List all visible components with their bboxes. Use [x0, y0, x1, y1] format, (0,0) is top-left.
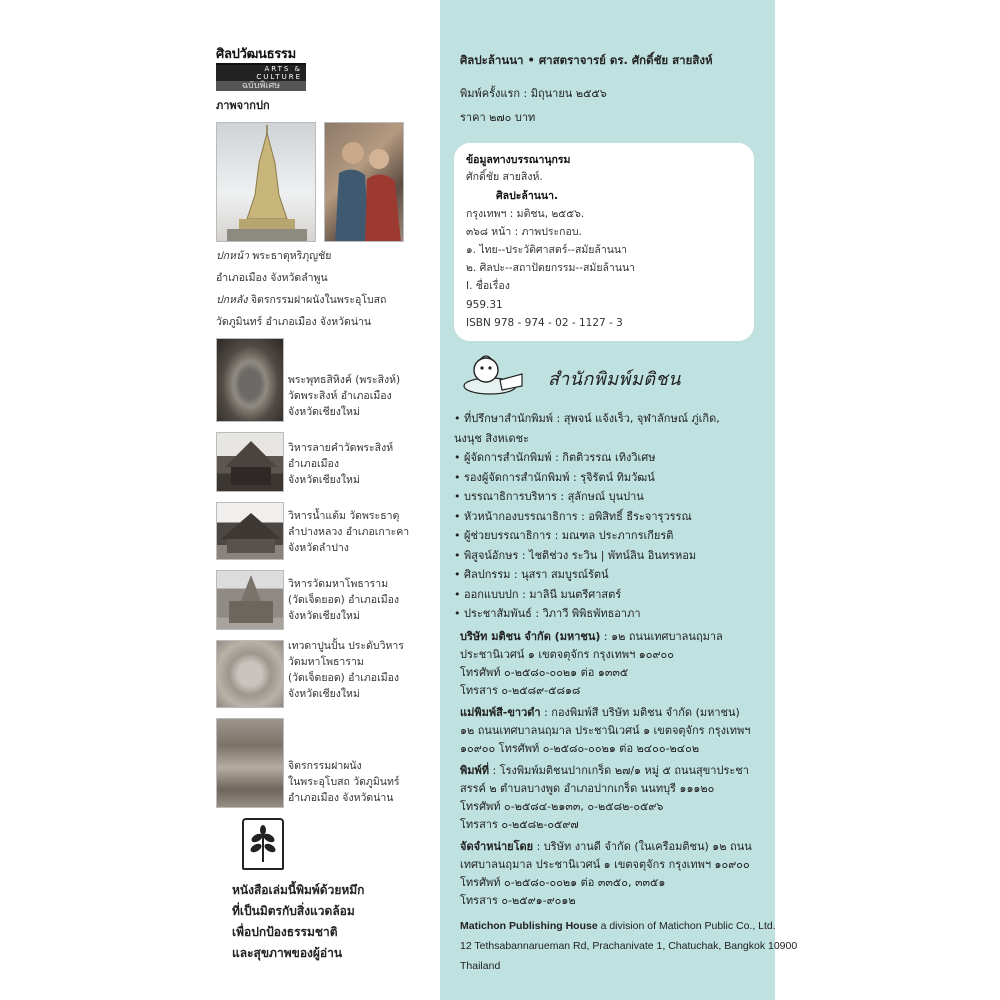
publisher-logo: [460, 352, 760, 400]
staff-item: • พิสูจน์อักษร : ไชติช่วง ระวิน | พัทน์ลิน อินทรหอม: [454, 548, 697, 562]
printer-address: พิมพ์ที่ : โรงพิมพ์มติชนปากเกร็ด ๒๗/๑ หมู่ ๕ ถนนสุขาประชา สรรค์ ๒ ตำบลบางพูด อำเภอปากเกร็ด นนทบุรี ๑๑๑๒๐ โทรศัพท์ ๐-๒๕๘๔-๒๑๓๓, ๐-๒๕๘๒-๐๕๙๖ โทรสาร ๐-๒๕๘๒-๐๕๙๗: [460, 764, 749, 831]
photo-nam-taem: [216, 502, 284, 560]
photo-caption-2: วิหารลายคำวัดพระสิงห์ อำเภอเมือง จังหวัดเชียงใหม่: [288, 442, 394, 486]
staff-item: นงนุช สิงหเดชะ: [454, 431, 529, 445]
staff-item: • ที่ปรึกษาสำนักพิมพ์ : สุพจน์ แจ้งเร็ว, จุฬาลักษณ์ ภู่เกิด,: [454, 412, 720, 425]
eco-note: หนังสือเล่มนี้พิมพ์ด้วยหมึก ที่เป็นมิตรกับสิ่งแวดล้อม เพื่อปกป้องธรรมชาติ และสุขภาพของผู้อ่าน: [232, 883, 365, 960]
front-cover-photo: [216, 122, 316, 242]
staff-item: • บรรณาธิการบริหาร : สุลักษณ์ บุนปาน: [454, 490, 644, 503]
distributor-address: จัดจำหน่ายโดย : บริษัท งานดี จำกัด (ในเครือมติชน) ๑๒ ถนน เทศบาลนฤมาล ประชานิเวศน์ ๑ เขตจตุจักร กรุงเทพฯ ๑๐๙๐๐ โทรศัพท์ ๐-๒๕๘๐-๐๐๒๑ ต่อ ๓๓๕๐, ๓๓๕๑ โทรสาร ๐-๒๕๙๑-๙๐๑๒: [460, 840, 752, 907]
cover-caption-2: อำเภอเมือง จังหวัดลำพูน: [216, 272, 328, 284]
cip-subject-1: ๑. ไทย--ประวัติศาสตร์--สมัยล้านนา: [466, 244, 628, 256]
company-address: บริษัท มติชน จำกัด (มหาชน) : ๑๒ ถนนเทศบาลนฤมาล ประชานิเวศน์ ๑ เขตจตุจักร กรุงเทพฯ ๑๐๙๐๐ โทรศัพท์ ๐-๒๕๘๐-๐๐๒๑ ต่อ ๑๓๓๕ โทรสาร ๐-๒๕๘๙-๕๘๑๘: [460, 630, 723, 697]
cip-title: ศิลปะล้านนา.: [496, 190, 558, 202]
first-print: พิมพ์ครั้งแรก : มิถุนายน ๒๕๕๖: [460, 87, 607, 100]
staff-item: • ผู้จัดการสำนักพิมพ์ : กิตติวรรณ เทิงวิเศษ: [454, 451, 656, 464]
brand-sub: ฉบับพิเศษ: [216, 81, 306, 91]
cip-classification: 959.31: [466, 299, 503, 311]
mural-figures-illustration: [325, 123, 404, 242]
staff-list: [454, 409, 772, 624]
publisher-mascot-icon: [460, 352, 530, 396]
brand-logo: [216, 46, 306, 91]
photo-caption-5: เทวดาปูนปั้น ประดับวิหาร วัดมหาโพธาราม (วัดเจ็ดยอด) อำเภอเมือง จังหวัดเชียงใหม่: [288, 640, 404, 700]
pagoda-illustration: [217, 123, 316, 242]
cip-subject-2: ๒. ศิลปะ--สถาปัตยกรรม--สมัยล้านนา: [466, 262, 636, 274]
book-title-author: ศิลปะล้านนา • ศาสตราจารย์ ดร. ศักดิ์ชัย สายสิงห์: [460, 53, 713, 67]
staff-item: • หัวหน้ากองบรรณาธิการ : อพิสิทธิ์ ธีระจารุวรรณ: [454, 509, 692, 523]
price: ราคา ๒๗๐ บาท: [460, 111, 536, 124]
photo-lai-kham: [216, 432, 284, 492]
cover-heading: ภาพจากปก: [216, 99, 270, 112]
cip-author: ศักดิ์ชัย สายสิงห์.: [466, 171, 543, 183]
imprint-panel: [440, 0, 798, 1000]
cover-caption-3: ปกหลัง จิตรกรรมฝาผนังในพระอุโบสถ: [216, 294, 387, 306]
photo-caption-4: วิหารวัดมหาโพธาราม (วัดเจ็ดยอด) อำเภอเมือง จังหวัดเชียงใหม่: [288, 578, 400, 622]
brand-tagline: ARTS & CULTURE: [216, 65, 306, 81]
photo-wat-phumin-mural: [216, 718, 284, 808]
eco-book-icon: [242, 818, 284, 870]
photo-phra-singh: [216, 338, 284, 422]
photo-caption-6: จิตรกรรมฝาผนัง ในพระอุโบสถ วัดภูมินทร์ อำเภอเมือง จังหวัดน่าน: [288, 760, 400, 804]
photo-stucco-deity: [216, 640, 284, 708]
english-imprint: Matichon Publishing House a division of Matichon Public Co., Ltd. 12 Tethsabannarueman Rd, Prachanivate 1, Chatuchak, Bangkok 10900 Thailand: [460, 920, 798, 972]
staff-item: • ประชาสัมพันธ์ : วิภาวี พิพิธพัทธอาภา: [454, 607, 641, 620]
photo-caption-3: วิหารน้ำแต้ม วัดพระธาตุ ลำปางหลวง อำเภอเกาะคา จังหวัดลำปาง: [288, 510, 410, 554]
cip-isbn: ISBN 978 - 974 - 02 - 1127 - 3: [466, 317, 623, 329]
staff-item: • ศิลปกรรม : นุสรา สมบูรณ์รัตน์: [454, 568, 609, 581]
brand-name: ศิลปวัฒนธรรม: [216, 46, 306, 65]
back-cover-photo: [324, 122, 404, 242]
cip-pages: ๓๖๘ หน้า : ภาพประกอบ.: [466, 226, 582, 238]
cip-box: [454, 143, 754, 341]
publisher-script-name: สำนักพิมพ์มติชน: [548, 369, 681, 390]
cover-caption-1: ปกหน้า พระธาตุหริภุญชัย: [216, 250, 332, 262]
platemaker-address: แม่พิมพ์สี-ขาวดำ : กองพิมพ์สี บริษัท มติชน จำกัด (มหาชน) ๑๒ ถนนเทศบาลนฤมาล ประชานิเวศน์ ๑ เขตจตุจักร กรุงเทพฯ ๑๐๙๐๐ โทรศัพท์ ๐-๒๕๘๐-๐๐๒๑ ต่อ ๒๔๐๐-๒๔๐๒: [460, 706, 751, 755]
cip-title-entry: I. ชื่อเรื่อง: [466, 280, 510, 292]
staff-item: • รองผู้จัดการสำนักพิมพ์ : รุจิรัตน์ ทิมวัฒน์: [454, 470, 655, 484]
left-column: [0, 0, 440, 1000]
photo-caption-1: พระพุทธสิหิงค์ (พระสิงห์) วัดพระสิงห์ อำเภอเมือง จังหวัดเชียงใหม่: [288, 374, 401, 418]
staff-item: • ออกแบบปก : มาลินี มนตรีศาสตร์: [454, 587, 622, 601]
cip-heading: ข้อมูลทางบรรณานุกรม: [466, 154, 571, 166]
staff-item: • ผู้ช่วยบรรณาธิการ : มณฑล ประภากรเกียรติ: [454, 529, 674, 542]
photo-wat-chet-yot: [216, 570, 284, 630]
cover-caption-4: วัดภูมินทร์ อำเภอเมือง จังหวัดน่าน: [216, 316, 372, 328]
cip-imprint: กรุงเทพฯ : มติชน, ๒๕๕๖.: [466, 208, 585, 220]
